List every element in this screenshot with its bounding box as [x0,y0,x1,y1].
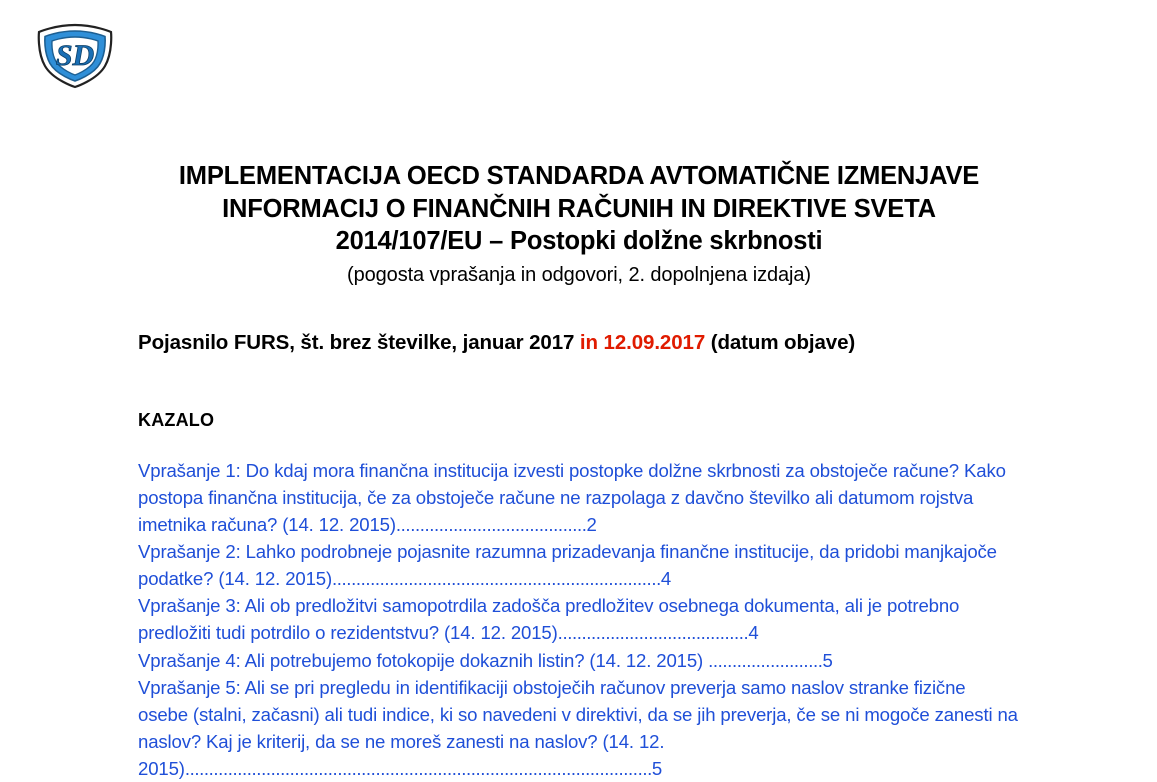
title-line-1: IMPLEMENTACIJA OECD STANDARDA AVTOMATIČNE IZMENJAVE [178,162,980,190]
toc-entry-text: Vprašanje 5: Ali se pri pregledu in identifikaciji obstoječih računov preverja samo naslov stranke fizične osebe (stalni, začasni) ali tudi indice, ki so navedeni v direktivi, da se jih preverja, če se ni mogoče zanesti na naslov? Kaj je kriterij, da se ne moreš zanesti na naslov? (14. 12. 2015) [138,676,1018,780]
document-subtitle: (pogosta vprašanja in odgovori, 2. dopolnjena izdaja) [347,263,811,286]
list-item[interactable] [138,457,1020,538]
toc-page-number: 5 [651,758,663,780]
toc-entry-text: Vprašanje 3: Ali ob predložitvi samopotrdila zadošča predložitev osebnega dokumenta, ali je potrebno predložiti tudi potrdilo o rezidentstvu? (14. 12. 2015) [138,595,960,644]
toc-page-number: 5 [822,649,833,671]
list-item[interactable] [138,674,1020,782]
toc-leader-dots: ..................................................................... [332,568,661,590]
list-item[interactable] [138,538,1020,592]
explanation-date-highlight: in 12.09.2017 [579,330,706,354]
svg-text:SD: SD [55,39,95,72]
toc-entry-text: Vprašanje 1: Do kdaj mora finančna institucija izvesti postopke dolžne skrbnosti za obstoječe račune? Kako postopa finančna institucija, če za obstoječe račune ne razpolaga z davčno številko ali datumom rojstva imetnika računa? (14. 12. 2015) [138,459,1006,535]
toc-entry-text: Vprašanje 4: Ali potrebujemo fotokopije dokaznih listin? (14. 12. 2015) [138,649,709,671]
explanation-prefix: Pojasnilo FURS, št. brez številke, januar 2017 [138,330,580,354]
toc-entry-text: Vprašanje 2: Lahko podrobneje pojasnite razumna prizadevanja finančne institucije, da pridobi manjkajoče podatke? (14. 12. 2015) [138,540,997,590]
shield-logo-icon [33,22,117,90]
toc-page-number: 4 [748,622,759,644]
page-title [138,160,1020,258]
title-line-3: 2014/107/EU – Postopki dolžne skrbnosti [335,227,823,256]
title-line-2: INFORMACIJ O FINANČNIH RAČUNIH IN DIREKTIVE SVETA [222,194,936,223]
toc-heading: KAZALO [138,409,215,430]
toc-leader-dots: ........................................ [557,622,749,644]
list-item[interactable] [138,592,1020,646]
list-item[interactable] [138,647,1020,674]
toc-leader-dots: ........................ [708,649,823,671]
toc-page-number: 4 [660,568,672,590]
toc-leader-dots: ........................................ [395,513,587,535]
document-content [138,160,1020,782]
toc-leader-dots: .................................................................................................. [184,758,652,780]
toc-page-number: 2 [586,513,597,535]
explanation-suffix: (datum objave) [705,330,856,354]
table-of-contents [138,457,1020,782]
explanation-line [138,330,1020,357]
